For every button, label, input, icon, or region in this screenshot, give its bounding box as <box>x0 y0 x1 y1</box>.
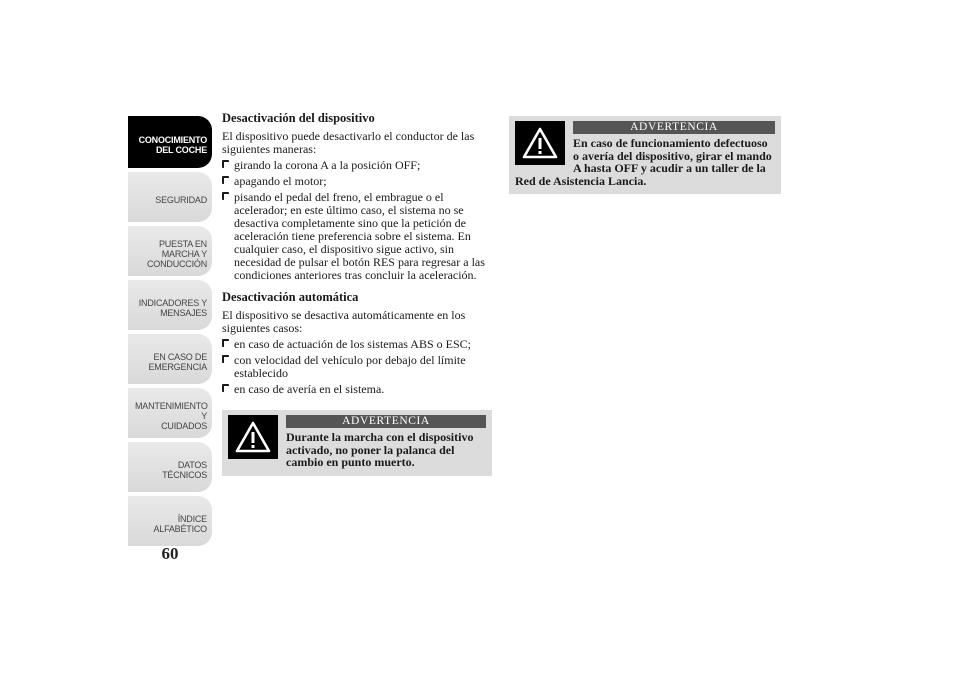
warning-box <box>509 116 781 194</box>
warning-box <box>222 410 492 476</box>
tab-label: CONOCIMIENTO DEL COCHE <box>138 135 207 155</box>
tab-conocimiento-del-coche[interactable] <box>128 116 212 168</box>
list-item <box>222 383 494 396</box>
left-column <box>222 111 494 476</box>
list-item-text: pisando el pedal del freno, el embrague o el acelerador; en este último caso, el sistema no se desactiva completamente sino que la petición de aceleración tiene preferencia sobre el sistema. En cualquier caso, el dispositivo sigue activo, sin necesidad de pulsar el botón RES para regresar a las condiciones anteriores tras concluir la aceleración. <box>234 190 485 282</box>
tab-label: SEGURIDAD <box>155 195 207 205</box>
bullet-list <box>222 159 494 282</box>
bullet-list <box>222 338 494 396</box>
warning-text: Durante la marcha con el dispositivo activado, no poner la palanca del cambio en punto muerto. <box>286 430 474 469</box>
checkbox-bullet-icon <box>222 355 230 364</box>
tab-label: INDICADORES Y MENSAJES <box>138 298 207 318</box>
tab-label: PUESTA EN MARCHA Y CONDUCCIÓN <box>147 239 207 269</box>
list-item <box>222 175 494 188</box>
chapter-sidebar <box>128 116 212 550</box>
checkbox-bullet-icon <box>222 384 230 393</box>
tab-en-caso-de-emergencia[interactable] <box>128 334 212 384</box>
tab-indice-alfabetico[interactable] <box>128 496 212 546</box>
tab-label: MANTENIMIENTO Y CUIDADOS <box>135 401 208 431</box>
warning-heading: ADVERTENCIA <box>286 415 486 428</box>
checkbox-bullet-icon <box>222 339 230 348</box>
checkbox-bullet-icon <box>222 176 230 185</box>
list-item-text: girando la corona A a la posición OFF; <box>234 158 421 172</box>
list-item <box>222 354 494 380</box>
list-item-text: en caso de avería en el sistema. <box>234 382 385 396</box>
list-item <box>222 159 494 172</box>
tab-indicadores-y-mensajes[interactable] <box>128 280 212 330</box>
warning-heading: ADVERTENCIA <box>573 121 775 134</box>
section-intro: El dispositivo se desactiva automáticamente en los siguientes casos: <box>222 308 466 335</box>
tab-label: EN CASO DE EMERGENCIA <box>148 352 207 372</box>
right-column <box>509 116 781 194</box>
section-title-deactivation: Desactivación del dispositivo <box>222 111 375 125</box>
checkbox-bullet-icon <box>222 160 230 169</box>
list-item <box>222 191 494 282</box>
page-number: 60 <box>161 544 179 563</box>
tab-label: ÍNDICE ALFABÉTICO <box>153 514 207 534</box>
list-item-text: con velocidad del vehículo por debajo del límite establecido <box>234 353 466 380</box>
section-title-auto-deactivation: Desactivación automática <box>222 290 359 304</box>
section-intro: El dispositivo puede desactivarlo el conductor de las siguientes maneras: <box>222 129 475 156</box>
warning-text: En caso de funcionamiento defectuoso o avería del dispositivo, girar el mando A hasta OFF y acudir a un taller de la Red de Asistencia Lancia. <box>515 136 772 188</box>
warning-triangle-icon <box>515 121 565 165</box>
checkbox-bullet-icon <box>222 192 230 201</box>
tab-datos-tecnicos[interactable] <box>128 442 212 492</box>
list-item-text: en caso de actuación de los sistemas ABS o ESC; <box>234 337 471 351</box>
warning-triangle-icon <box>228 415 278 459</box>
tab-seguridad[interactable] <box>128 172 212 222</box>
tab-mantenimiento-y-cuidados[interactable] <box>128 388 212 438</box>
list-item-text: apagando el motor; <box>234 174 327 188</box>
tab-puesta-en-marcha[interactable] <box>128 226 212 276</box>
list-item <box>222 338 494 351</box>
tab-label: DATOS TÉCNICOS <box>162 460 207 480</box>
